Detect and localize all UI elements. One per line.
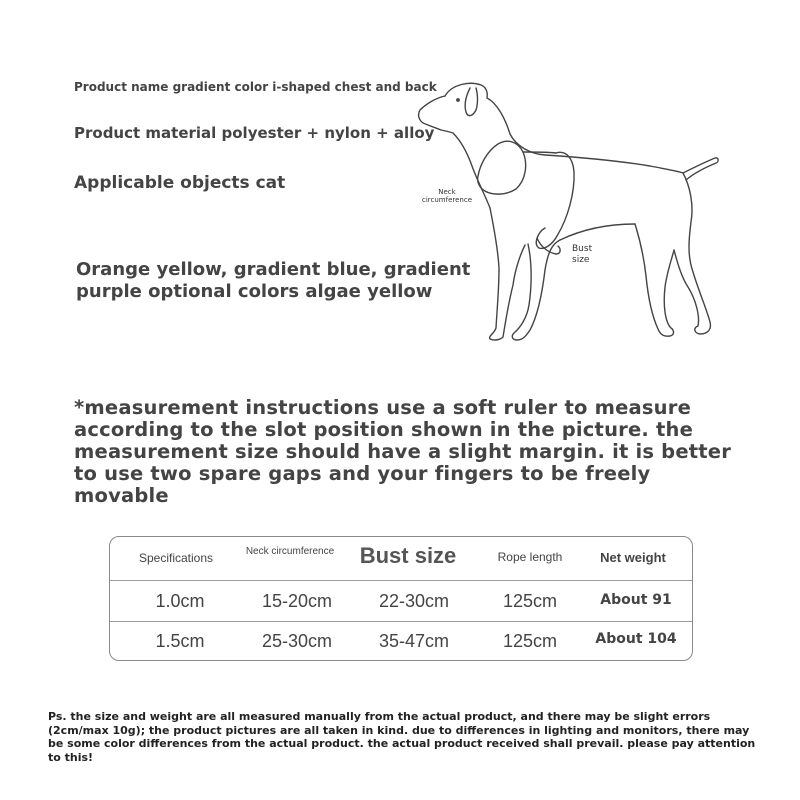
cell-weight: About 91 [600, 592, 672, 608]
measurement-instructions: *measurement instructions use a soft ruler to measure according to the slot position shown in the picture. the measurement size should have a slight margin. it is better to use two spare gaps and your fingers to be freely movable [74, 396, 732, 507]
applicable-objects: Applicable objects cat [74, 173, 286, 193]
neck-circumference-label: Neck circumference [422, 188, 473, 204]
header-neck-circumference: Neck circumference [245, 546, 335, 557]
cell-bust: 35-47cm [378, 631, 450, 651]
header-bust-size: Bust size [359, 543, 457, 568]
bust-size-label: Bust size [572, 244, 593, 265]
product-material: Product material polyester + nylon + alloy [74, 124, 435, 142]
cell-rope: 125cm [502, 631, 558, 651]
cell-spec: 1.0cm [155, 591, 205, 611]
header-rope-length: Rope length [497, 550, 563, 564]
table-row [110, 622, 692, 662]
header-net-weight: Net weight [600, 550, 666, 565]
cell-neck: 25-30cm [261, 631, 333, 651]
cell-bust: 22-30cm [378, 591, 450, 611]
dog-outline-illustration [405, 70, 735, 350]
cell-weight: About 104 [595, 631, 677, 647]
disclaimer-note: Ps. the size and weight are all measured manually from the actual product, and there may be slight errors (2cm/max 10g); the product pictures are all taken in kind. due to differences in lighting and monitors, there may be some color differences from the actual product. the actual product received shall prevail. please pay attention to this! [48, 710, 756, 764]
product-name: Product name gradient color i-shaped chest and back [74, 80, 437, 94]
size-spec-table [109, 536, 693, 661]
header-specifications: Specifications [138, 551, 214, 565]
cell-spec: 1.5cm [155, 631, 205, 651]
color-options: Orange yellow, gradient blue, gradient purple optional colors algae yellow [76, 259, 471, 302]
table-header-row [110, 537, 692, 581]
cell-neck: 15-20cm [261, 591, 333, 611]
cell-rope: 125cm [502, 591, 558, 611]
table-row [110, 581, 692, 621]
